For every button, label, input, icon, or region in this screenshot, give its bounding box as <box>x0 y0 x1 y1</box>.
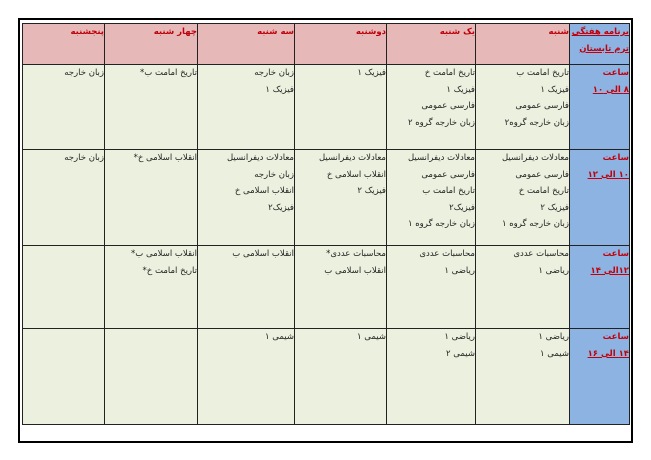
course-entry: فارسی عمومی <box>421 169 475 180</box>
course-entry: تاریخ امامت خ <box>518 186 569 196</box>
schedule-cell <box>387 150 476 246</box>
day-header: شنبه <box>476 24 570 65</box>
schedule-cell <box>295 150 387 246</box>
course-entry: زبان خارجه <box>64 153 104 163</box>
schedule-cell <box>476 65 570 150</box>
course-entry: ریاضی ۱ <box>444 332 475 342</box>
course-entry: انقلاب اسلامی خ <box>326 169 386 180</box>
schedule-cell <box>23 150 105 246</box>
course-entry: فارسی عمومی <box>515 101 569 111</box>
schedule-cell <box>295 246 387 329</box>
schedule-title-line2: ترم تابستان <box>579 43 629 54</box>
course-entry: فیزیک ۱ <box>265 84 294 95</box>
day-header: دوشنبه <box>295 24 387 65</box>
course-entry: ریاضی ۱ <box>538 332 569 342</box>
time-slot-label <box>570 150 630 246</box>
course-entry: معادلات دیفرانسیل <box>407 153 475 163</box>
schedule-cell <box>23 329 105 425</box>
time-slot-range: ۱۰ الی ۱۲ <box>587 169 629 180</box>
day-header: یک شنبه <box>387 24 476 65</box>
course-entry: ریاضی ۱ <box>538 265 569 276</box>
course-entry: تاریخ امامت خ <box>424 68 475 78</box>
schedule-cell <box>295 65 387 150</box>
course-entry: فیزیک۲ <box>449 202 475 213</box>
schedule-cell <box>198 150 295 246</box>
course-entry: انقلاب اسلامی خ <box>234 186 294 196</box>
time-slot-row <box>23 65 630 150</box>
course-entry: زبان خارجه گروه۲ <box>504 117 569 128</box>
course-entry: فیزیک ۲ <box>540 202 569 213</box>
time-slot-range: ۸ الی ۱۰ <box>592 84 629 95</box>
time-slot-range: ۱۲الی ۱۴ <box>590 265 629 276</box>
course-entry: شیمی ۲ <box>446 348 475 359</box>
course-entry: شیمی ۱ <box>540 348 569 359</box>
schedule-cell <box>476 329 570 425</box>
schedule-cell <box>198 65 295 150</box>
course-entry: معادلات دیفرانسیل <box>318 153 386 163</box>
course-entry: انقلاب اسلامی ب <box>232 249 294 259</box>
day-header: پنجشنبه <box>23 24 105 65</box>
course-entry: تاریخ امامت ب* <box>140 68 197 78</box>
time-slot-label <box>570 246 630 329</box>
schedule-cell <box>23 246 105 329</box>
course-entry: محاسبات عددی <box>419 249 475 259</box>
schedule-cell <box>105 65 198 150</box>
time-slot-label <box>570 329 630 425</box>
course-entry: انقلاب اسلامی ب* <box>131 249 197 259</box>
course-entry: فیزیک ۱ <box>446 84 475 95</box>
time-slot-word: ساعت <box>602 68 629 78</box>
course-entry: معادلات دیفرانسیل <box>501 153 569 163</box>
schedule-cell <box>387 65 476 150</box>
schedule-cell <box>476 246 570 329</box>
time-slot-label <box>570 65 630 150</box>
time-slot-row <box>23 150 630 246</box>
schedule-cell <box>198 329 295 425</box>
course-entry: شیمی ۱ <box>265 332 294 342</box>
schedule-cell <box>295 329 387 425</box>
course-entry: محاسبات عددی <box>513 249 569 259</box>
schedule-cell <box>387 246 476 329</box>
schedule-cell <box>387 329 476 425</box>
time-slot-range: ۱۴ الی ۱۶ <box>587 348 629 359</box>
course-entry: معادلات دیفرانسیل <box>226 153 294 163</box>
schedule-title-line1: برنامه هفتگی <box>571 27 629 37</box>
time-slot-row <box>23 329 630 425</box>
day-header: سه شنبه <box>198 24 295 65</box>
course-entry: فارسی عمومی <box>515 169 569 180</box>
course-entry: زبان خارجه گروه ۱ <box>407 219 475 229</box>
course-entry: تاریخ امامت خ* <box>142 265 197 276</box>
course-entry: زبان خارجه گروه ۱ <box>501 219 569 229</box>
course-entry: فیزیک ۱ <box>540 84 569 95</box>
header-row <box>23 24 630 65</box>
course-entry: فیزیک ۱ <box>357 68 386 78</box>
course-entry: انقلاب اسلامی خ* <box>133 153 197 163</box>
time-slot-word: ساعت <box>602 332 629 342</box>
schedule-cell <box>105 329 198 425</box>
schedule-cell <box>105 246 198 329</box>
course-entry: فیزیک۲ <box>268 202 294 213</box>
day-header: چهار شنبه <box>105 24 198 65</box>
course-entry: محاسبات عددی* <box>326 249 386 259</box>
course-entry: زبان خارجه <box>254 169 294 180</box>
course-entry: فیزیک ۲ <box>357 186 386 196</box>
schedule-cell <box>23 65 105 150</box>
course-entry: تاریخ امامت ب <box>422 186 475 196</box>
weekly-schedule-table <box>22 23 630 425</box>
course-entry: تاریخ امامت ب <box>516 68 569 78</box>
schedule-cell <box>476 150 570 246</box>
schedule-cell <box>198 246 295 329</box>
course-entry: انقلاب اسلامی ب <box>324 265 386 276</box>
schedule-title <box>570 24 630 65</box>
course-entry: ریاضی ۱ <box>444 265 475 276</box>
schedule-cell <box>105 150 198 246</box>
course-entry: فارسی عمومی <box>421 101 475 111</box>
time-slot-word: ساعت <box>602 153 629 163</box>
time-slot-row <box>23 246 630 329</box>
course-entry: زبان خارجه <box>64 68 104 78</box>
course-entry: زبان خارجه گروه ۲ <box>407 117 475 128</box>
course-entry: زبان خارجه <box>254 68 294 78</box>
course-entry: شیمی ۱ <box>357 332 386 342</box>
time-slot-word: ساعت <box>602 249 629 259</box>
